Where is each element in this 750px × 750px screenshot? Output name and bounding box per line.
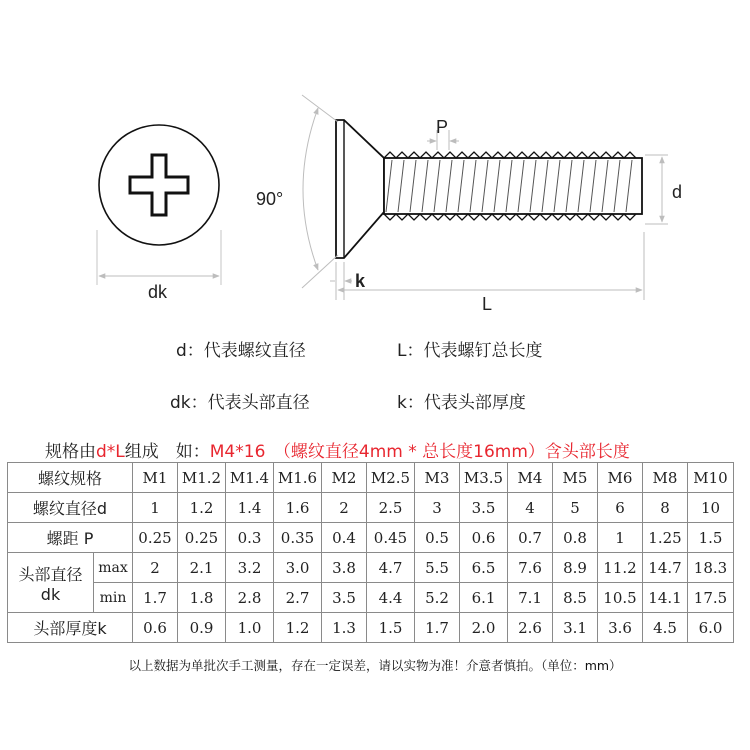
dk-min-cell: 1.8 (178, 583, 226, 613)
k-cell: 1.2 (274, 613, 322, 643)
d-row-label: 螺纹直径d (8, 493, 133, 523)
size-cell: M3.5 (460, 463, 508, 493)
spec-format-line (45, 437, 630, 462)
d-cell: 5 (553, 493, 598, 523)
k-cell: 2.6 (508, 613, 553, 643)
dk-min-cell: 5.2 (415, 583, 460, 613)
k-cell: 1.0 (226, 613, 274, 643)
k-cell: 3.1 (553, 613, 598, 643)
spec-example: M4*16 （螺纹直径4mm * 总长度16mm）含头部长度 (209, 442, 630, 462)
p-cell: 0.7 (508, 523, 553, 553)
table-row-dk-min (8, 583, 734, 613)
size-cell: M1.4 (226, 463, 274, 493)
dk-max-cell: 2.1 (178, 553, 226, 583)
table-row-k (8, 613, 734, 643)
spec-table (7, 462, 734, 643)
table-row-d (8, 493, 734, 523)
dk-max-cell: 7.6 (508, 553, 553, 583)
spec-prefix: 规格由 (45, 442, 96, 462)
dk-max-cell: 3.2 (226, 553, 274, 583)
k-dimension-label: k (355, 271, 366, 291)
dk-row-label-bottom: dk (40, 584, 61, 604)
d-cell: 2 (322, 493, 367, 523)
d-dimension-label: d (672, 182, 683, 202)
d-cell: 1.4 (226, 493, 274, 523)
legend-d: d：代表螺纹直径 (176, 341, 306, 361)
dk-max-cell: 2 (133, 553, 178, 583)
p-cell: 0.45 (367, 523, 415, 553)
p-dimension-label: P (436, 117, 449, 137)
d-cell: 10 (688, 493, 734, 523)
dk-min-cell: 17.5 (688, 583, 734, 613)
size-cell: M3 (415, 463, 460, 493)
p-cell: 0.25 (178, 523, 226, 553)
d-cell: 1.2 (178, 493, 226, 523)
p-cell: 1 (598, 523, 643, 553)
dk-min-cell: 3.5 (322, 583, 367, 613)
max-label: max (94, 553, 133, 583)
dk-max-cell: 11.2 (598, 553, 643, 583)
dk-min-cell: 1.7 (133, 583, 178, 613)
dk-min-cell: 10.5 (598, 583, 643, 613)
legend-L: L：代表螺钉总长度 (397, 341, 543, 361)
dk-max-cell: 4.7 (367, 553, 415, 583)
p-row-label: 螺距 P (8, 523, 133, 553)
dk-min-cell: 2.8 (226, 583, 274, 613)
table-row-dk-max (8, 553, 734, 583)
dk-min-cell: 8.5 (553, 583, 598, 613)
dk-min-cell: 14.1 (643, 583, 688, 613)
size-cell: M2.5 (367, 463, 415, 493)
dk-max-cell: 5.5 (415, 553, 460, 583)
angle-label: 90° (256, 189, 284, 209)
dk-max-cell: 3.8 (322, 553, 367, 583)
table-row-p (8, 523, 734, 553)
legend-k: k：代表头部厚度 (397, 393, 526, 413)
k-cell: 1.5 (367, 613, 415, 643)
legend-dk: dk：代表头部直径 (170, 393, 310, 413)
spec-mid: 组成 如： (124, 442, 210, 462)
k-cell: 3.6 (598, 613, 643, 643)
head-top-view (97, 125, 221, 285)
spec-dl: d*L (96, 442, 125, 462)
d-cell: 3.5 (460, 493, 508, 523)
dk-min-cell: 2.7 (274, 583, 322, 613)
k-cell: 6.0 (688, 613, 734, 643)
dk-min-cell: 7.1 (508, 583, 553, 613)
p-cell: 0.4 (322, 523, 367, 553)
dk-row-label-top: 头部直径 (18, 564, 83, 584)
dk-max-cell: 3.0 (274, 553, 322, 583)
dk-max-cell: 6.5 (460, 553, 508, 583)
dk-max-cell: 14.7 (643, 553, 688, 583)
size-cell: M4 (508, 463, 553, 493)
dk-dimension-label: dk (148, 282, 168, 302)
footnote: 以上数据为单批次手工测量，存在一定误差，请以实物为准！介意者慎拍。（单位：mm） (128, 658, 622, 673)
header-label: 螺纹规格 (8, 463, 133, 493)
size-cell: M5 (553, 463, 598, 493)
d-cell: 1 (133, 493, 178, 523)
k-row-label: 头部厚度k (8, 613, 133, 643)
k-cell: 2.0 (460, 613, 508, 643)
p-cell: 0.25 (133, 523, 178, 553)
d-cell: 3 (415, 493, 460, 523)
l-dimension-label: L (482, 294, 493, 314)
size-cell: M1 (133, 463, 178, 493)
d-cell: 1.6 (274, 493, 322, 523)
dk-max-cell: 18.3 (688, 553, 734, 583)
k-cell: 4.5 (643, 613, 688, 643)
size-cell: M6 (598, 463, 643, 493)
dk-min-cell: 6.1 (460, 583, 508, 613)
p-cell: 0.8 (553, 523, 598, 553)
dk-row-label (8, 553, 94, 613)
p-cell: 0.35 (274, 523, 322, 553)
d-cell: 4 (508, 493, 553, 523)
screw-side-view (336, 120, 642, 258)
table-row-size (8, 463, 734, 493)
size-cell: M2 (322, 463, 367, 493)
d-cell: 6 (598, 493, 643, 523)
k-cell: 0.6 (133, 613, 178, 643)
size-cell: M1.2 (178, 463, 226, 493)
p-cell: 0.3 (226, 523, 274, 553)
p-cell: 1.5 (688, 523, 734, 553)
size-cell: M10 (688, 463, 734, 493)
min-label: min (94, 583, 133, 613)
p-cell: 0.5 (415, 523, 460, 553)
dk-max-cell: 8.9 (553, 553, 598, 583)
k-cell: 1.7 (415, 613, 460, 643)
size-cell: M1.6 (274, 463, 322, 493)
size-cell: M8 (643, 463, 688, 493)
dk-min-cell: 4.4 (367, 583, 415, 613)
d-cell: 2.5 (367, 493, 415, 523)
p-cell: 0.6 (460, 523, 508, 553)
k-cell: 0.9 (178, 613, 226, 643)
k-cell: 1.3 (322, 613, 367, 643)
d-cell: 8 (643, 493, 688, 523)
p-cell: 1.25 (643, 523, 688, 553)
